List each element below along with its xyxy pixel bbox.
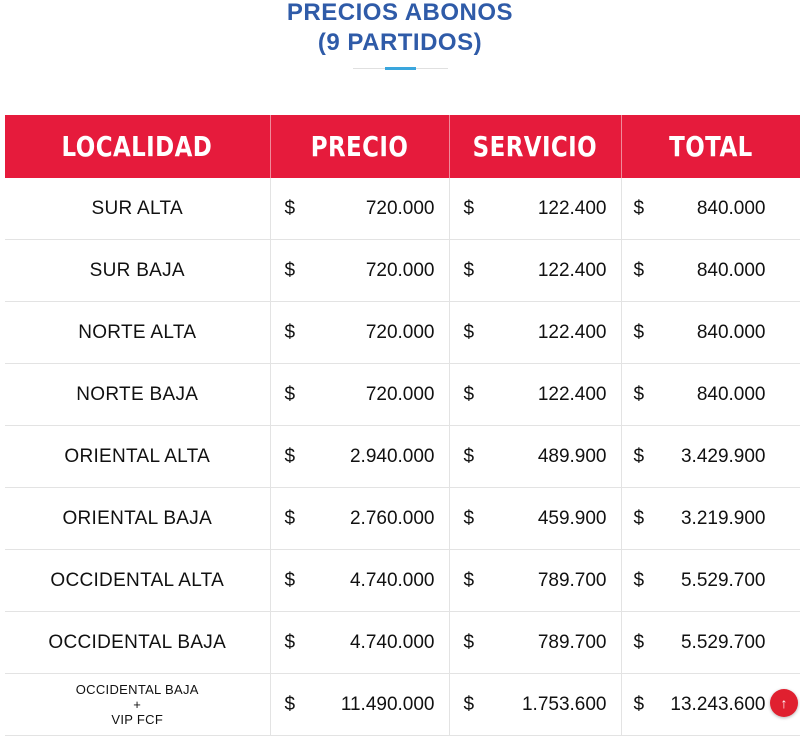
amount: 3.219.900 bbox=[680, 507, 766, 529]
total-cell bbox=[621, 240, 800, 302]
currency: $ bbox=[463, 259, 475, 281]
currency: $ bbox=[633, 693, 645, 715]
precio-cell bbox=[270, 612, 449, 674]
currency: $ bbox=[633, 383, 645, 405]
amount: 1.753.600 bbox=[521, 693, 607, 715]
amount: 5.529.700 bbox=[680, 631, 766, 653]
title-line-1: PRECIOS ABONOS bbox=[286, 0, 514, 26]
currency: $ bbox=[633, 197, 645, 219]
currency: $ bbox=[463, 507, 475, 529]
header-precio: PRECIO bbox=[270, 115, 449, 178]
precio-cell bbox=[270, 364, 449, 426]
currency: $ bbox=[633, 569, 645, 591]
scroll-to-top-button[interactable] bbox=[770, 689, 798, 717]
currency: $ bbox=[284, 321, 296, 343]
servicio-cell bbox=[449, 488, 621, 550]
page-title bbox=[0, 0, 800, 58]
localidad-line: OCCIDENTAL BAJA bbox=[75, 682, 199, 697]
amount: 122.400 bbox=[537, 259, 607, 281]
servicio-cell bbox=[449, 612, 621, 674]
prices-table bbox=[5, 115, 800, 736]
total-cell bbox=[621, 550, 800, 612]
currency: $ bbox=[633, 445, 645, 467]
header-localidad: LOCALIDAD bbox=[5, 115, 270, 178]
amount: 789.700 bbox=[537, 631, 607, 653]
table-row bbox=[5, 240, 800, 302]
table-row bbox=[5, 426, 800, 488]
localidad-cell: SUR ALTA bbox=[5, 178, 270, 240]
currency: $ bbox=[284, 259, 296, 281]
amount: 789.700 bbox=[537, 569, 607, 591]
table-row bbox=[5, 612, 800, 674]
total-cell bbox=[621, 488, 800, 550]
currency: $ bbox=[633, 259, 645, 281]
currency: $ bbox=[284, 197, 296, 219]
currency: $ bbox=[463, 321, 475, 343]
amount: 840.000 bbox=[696, 259, 766, 281]
amount: 840.000 bbox=[696, 321, 766, 343]
amount: 2.940.000 bbox=[349, 445, 435, 467]
localidad-cell: SUR BAJA bbox=[5, 240, 270, 302]
title-line-2: (9 PARTIDOS) bbox=[317, 29, 483, 56]
servicio-cell bbox=[449, 426, 621, 488]
precio-cell bbox=[270, 178, 449, 240]
servicio-cell bbox=[449, 302, 621, 364]
total-cell bbox=[621, 426, 800, 488]
total-cell bbox=[621, 364, 800, 426]
servicio-cell bbox=[449, 178, 621, 240]
currency: $ bbox=[463, 445, 475, 467]
localidad-cell: OCCIDENTAL ALTA bbox=[5, 550, 270, 612]
table-row bbox=[5, 302, 800, 364]
total-cell bbox=[621, 178, 800, 240]
title-divider-accent bbox=[385, 67, 416, 70]
amount: 4.740.000 bbox=[349, 631, 435, 653]
amount: 5.529.700 bbox=[680, 569, 766, 591]
localidad-line: VIP FCF bbox=[111, 712, 164, 727]
table-row bbox=[5, 178, 800, 240]
currency: $ bbox=[284, 631, 296, 653]
currency: $ bbox=[284, 507, 296, 529]
amount: 13.243.600 bbox=[670, 693, 766, 715]
amount: 122.400 bbox=[537, 383, 607, 405]
servicio-cell bbox=[449, 550, 621, 612]
amount: 489.900 bbox=[537, 445, 607, 467]
table-row bbox=[5, 488, 800, 550]
table-row bbox=[5, 550, 800, 612]
amount: 122.400 bbox=[537, 321, 607, 343]
amount: 720.000 bbox=[365, 259, 435, 281]
table-header-row bbox=[5, 115, 800, 178]
localidad-cell: OCCIDENTAL BAJA bbox=[5, 612, 270, 674]
precio-cell bbox=[270, 488, 449, 550]
amount: 720.000 bbox=[365, 321, 435, 343]
localidad-cell bbox=[5, 674, 270, 736]
table-row bbox=[5, 364, 800, 426]
currency: $ bbox=[284, 693, 296, 715]
amount: 459.900 bbox=[537, 507, 607, 529]
currency: $ bbox=[284, 383, 296, 405]
servicio-cell bbox=[449, 674, 621, 736]
servicio-cell bbox=[449, 240, 621, 302]
currency: $ bbox=[463, 383, 475, 405]
amount: 3.429.900 bbox=[680, 445, 766, 467]
precio-cell bbox=[270, 674, 449, 736]
total-cell bbox=[621, 302, 800, 364]
amount: 840.000 bbox=[696, 383, 766, 405]
currency: $ bbox=[633, 631, 645, 653]
header-servicio: SERVICIO bbox=[449, 115, 621, 178]
currency: $ bbox=[463, 569, 475, 591]
amount: 840.000 bbox=[696, 197, 766, 219]
currency: $ bbox=[284, 569, 296, 591]
precio-cell bbox=[270, 302, 449, 364]
currency: $ bbox=[633, 507, 645, 529]
amount: 2.760.000 bbox=[349, 507, 435, 529]
localidad-cell: ORIENTAL BAJA bbox=[5, 488, 270, 550]
currency: $ bbox=[284, 445, 296, 467]
total-cell bbox=[621, 612, 800, 674]
localidad-cell: NORTE ALTA bbox=[5, 302, 270, 364]
currency: $ bbox=[633, 321, 645, 343]
precio-cell bbox=[270, 240, 449, 302]
amount: 11.490.000 bbox=[340, 693, 435, 715]
amount: 720.000 bbox=[365, 197, 435, 219]
currency: $ bbox=[463, 631, 475, 653]
precio-cell bbox=[270, 550, 449, 612]
localidad-line: + bbox=[133, 697, 142, 712]
table-row bbox=[5, 674, 800, 736]
servicio-cell bbox=[449, 364, 621, 426]
precio-cell bbox=[270, 426, 449, 488]
header-total: TOTAL bbox=[621, 115, 800, 178]
amount: 122.400 bbox=[537, 197, 607, 219]
localidad-cell: ORIENTAL ALTA bbox=[5, 426, 270, 488]
arrow-up-icon: ↑ bbox=[780, 695, 788, 711]
currency: $ bbox=[463, 693, 475, 715]
currency: $ bbox=[463, 197, 475, 219]
amount: 4.740.000 bbox=[349, 569, 435, 591]
localidad-cell: NORTE BAJA bbox=[5, 364, 270, 426]
amount: 720.000 bbox=[365, 383, 435, 405]
